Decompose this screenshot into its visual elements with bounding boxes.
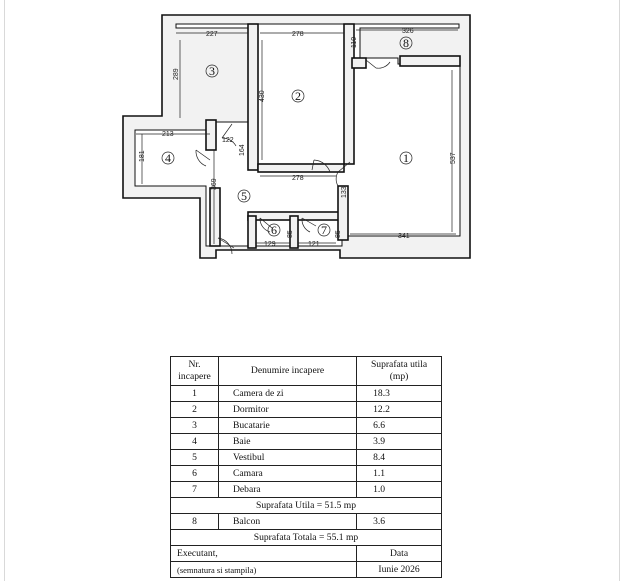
table-row	[171, 386, 442, 402]
suprafata-totala-total: Suprafata Totala = 55.1 mp	[171, 530, 442, 546]
row-area: 6.6	[357, 418, 442, 434]
row-nr: 3	[171, 418, 219, 434]
table-row	[171, 434, 442, 450]
row-nr: 6	[171, 466, 219, 482]
executant-row	[171, 546, 442, 562]
data-value: Iunie 2026	[357, 562, 442, 578]
data-label: Data	[357, 546, 442, 562]
executant-label: Executant,	[171, 546, 357, 562]
row-nr: 2	[171, 402, 219, 418]
table-row	[171, 466, 442, 482]
row-area: 8.4	[357, 450, 442, 466]
dim-537: 537	[450, 152, 457, 164]
dim-110: 110	[351, 36, 358, 48]
row-nr: 1	[171, 386, 219, 402]
row-name: Baie	[218, 434, 356, 450]
row-name: Dormitor	[218, 402, 356, 418]
row-area: 1.1	[357, 466, 442, 482]
dim-129: 129	[264, 241, 276, 248]
room-number: 8	[403, 36, 409, 50]
dim-326: 326	[402, 28, 414, 35]
header-name: Denumire incapere	[218, 357, 356, 386]
dim-289: 289	[173, 68, 180, 80]
row-name: Vestibul	[218, 450, 356, 466]
dim-369: 369	[211, 178, 218, 190]
table-row	[171, 402, 442, 418]
signature-note: (semnatura si stampila)	[171, 562, 357, 578]
table-row	[171, 418, 442, 434]
dim-278-mid: 278	[292, 175, 304, 182]
room-areas-table	[170, 356, 442, 578]
row-nr: 5	[171, 450, 219, 466]
row-nr: 7	[171, 482, 219, 498]
table-row	[171, 482, 442, 498]
dim-341: 341	[398, 233, 410, 240]
room-number: 5	[241, 189, 247, 203]
room-number: 1	[403, 151, 409, 165]
summary-row-utila	[171, 498, 442, 514]
signature-row	[171, 562, 442, 578]
dim-213: 213	[162, 131, 174, 138]
room-number: 2	[295, 89, 301, 103]
dim-133: 133	[341, 186, 348, 198]
row-area: 1.0	[357, 482, 442, 498]
row-name: Camara	[218, 466, 356, 482]
summary-row-totala	[171, 530, 442, 546]
row-area: 12.2	[357, 402, 442, 418]
row-nr: 8	[171, 514, 219, 530]
dim-85: 85	[287, 230, 294, 238]
suprafata-utila-total: Suprafata Utila = 51.5 mp	[171, 498, 442, 514]
row-name: Bucatarie	[218, 418, 356, 434]
row-nr: 4	[171, 434, 219, 450]
room-number: 6	[271, 223, 277, 237]
table-header-row	[171, 357, 442, 386]
dim-122: 122	[222, 137, 234, 144]
dim-164: 164	[239, 144, 246, 156]
row-area: 3.6	[357, 514, 442, 530]
table-row	[171, 450, 442, 466]
row-name: Debara	[218, 482, 356, 498]
row-name: Camera de zi	[218, 386, 356, 402]
dim-181: 181	[139, 150, 146, 162]
dim-227: 227	[206, 31, 218, 38]
table-row	[171, 514, 442, 530]
dim-85b: 85	[335, 230, 342, 238]
dim-121: 121	[308, 241, 320, 248]
room-number: 4	[165, 151, 171, 165]
room-number: 7	[321, 223, 327, 237]
header-area: Suprafata utila (mp)	[357, 357, 442, 386]
row-name: Balcon	[218, 514, 356, 530]
row-area: 18.3	[357, 386, 442, 402]
dim-278-top: 278	[292, 31, 304, 38]
row-area: 3.9	[357, 434, 442, 450]
room-number: 3	[209, 64, 215, 78]
header-nr: Nr. incapere	[171, 357, 219, 386]
dim-430: 430	[259, 90, 266, 102]
